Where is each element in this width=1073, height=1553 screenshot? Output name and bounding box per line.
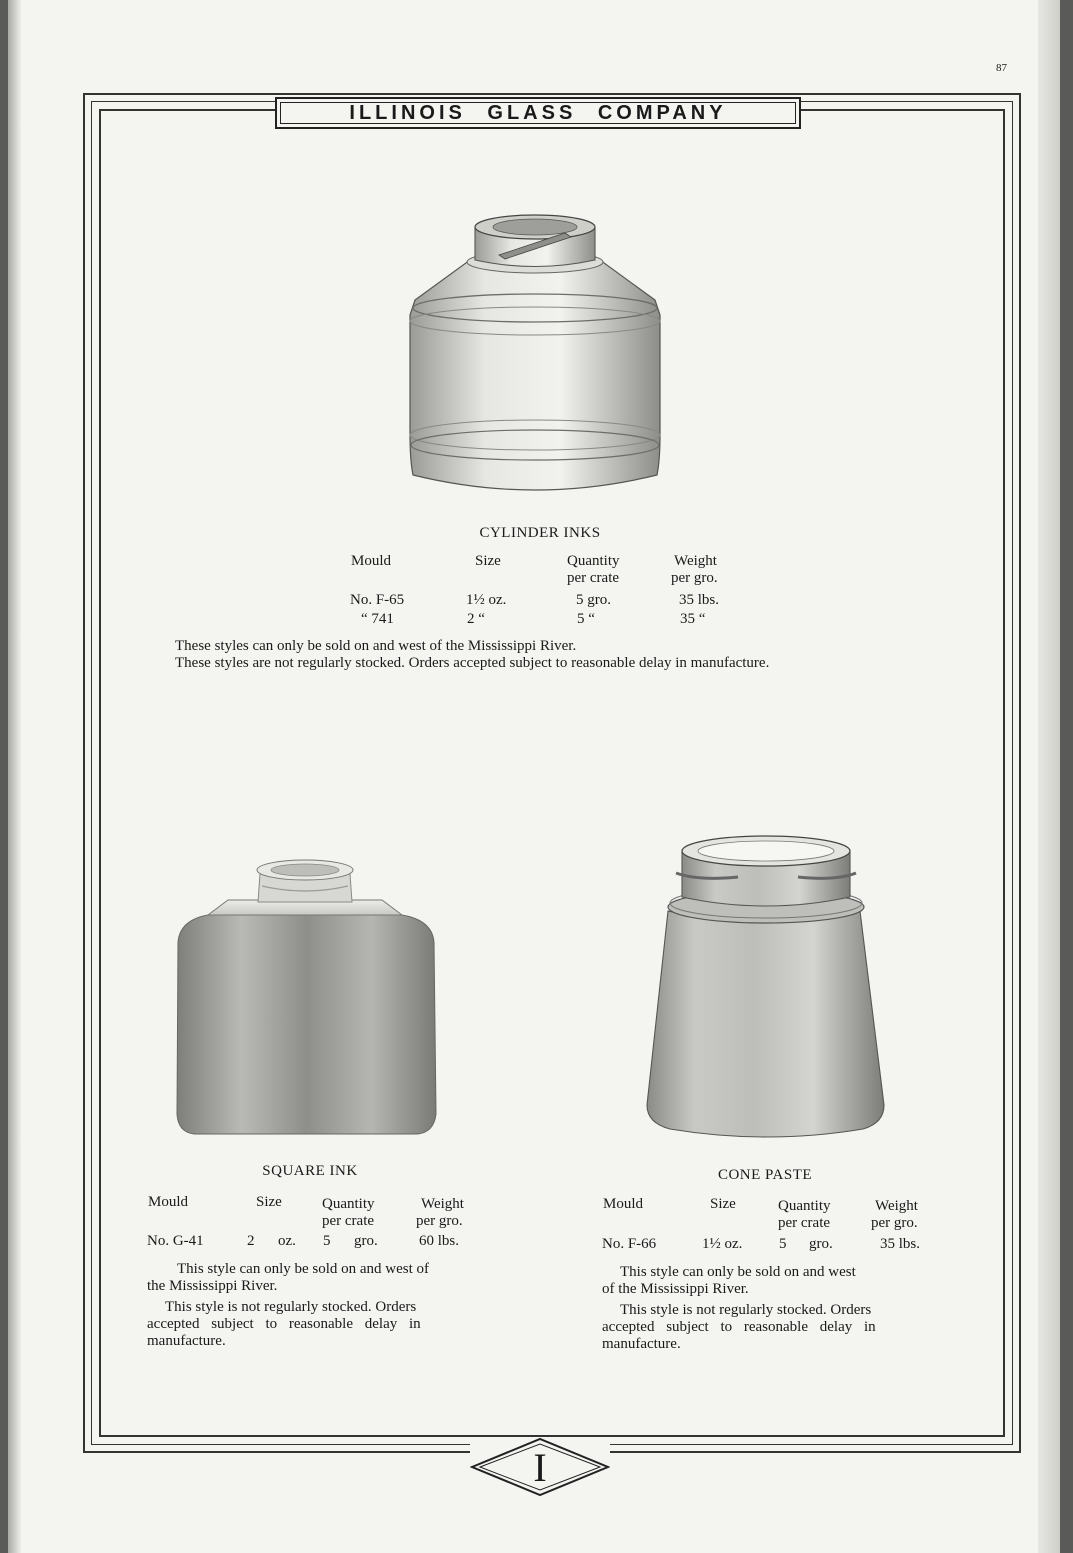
cone-paste-title: CONE PASTE: [717, 1167, 813, 1183]
column-header-weight: Weight: [421, 1196, 464, 1212]
table-row-mould: No. G-41: [147, 1233, 204, 1249]
stock-note: These styles are not regularly stocked. Orders accepted subject to reasonable delay in manufacture.: [175, 655, 770, 671]
column-header-weight-sub: per gro.: [416, 1213, 463, 1229]
header-banner: [275, 97, 801, 129]
sales-region-note-line: This style can only be sold on and west: [620, 1264, 856, 1280]
stock-note-line: manufacture.: [147, 1333, 226, 1349]
table-row-weight: 60 lbs.: [419, 1233, 460, 1249]
cone-notes: [602, 1264, 929, 1353]
stock-note-line: This style is not regularly stocked. Orders: [620, 1302, 872, 1318]
square-notes: [147, 1261, 474, 1350]
page-edge: [1038, 0, 1060, 1553]
table-row-size: 1½ oz.: [466, 592, 507, 608]
column-header-weight: Weight: [674, 553, 717, 569]
table-row-quantity-number: 5: [323, 1233, 331, 1249]
square-ink-bottle-illustration: [170, 852, 440, 1138]
cylinder-inks-title: CYLINDER INKS: [479, 525, 601, 541]
table-row-quantity-unit: gro.: [809, 1236, 833, 1252]
cylinder-spec-table: [349, 553, 749, 633]
square-spec-table: [147, 1194, 477, 1254]
table-row-mould: No. F-66: [602, 1236, 657, 1252]
column-header-size: Size: [256, 1194, 282, 1210]
company-title: ILLINOIS GLASS COMPANY: [349, 101, 727, 124]
table-row-size-number: 2: [247, 1233, 255, 1249]
table-row-quantity: 5 gro.: [576, 592, 611, 608]
column-header-quantity: Quantity: [322, 1196, 375, 1212]
table-row-quantity-number: 5: [779, 1236, 787, 1252]
stock-note-line: This style is not regularly stocked. Orders: [165, 1299, 417, 1315]
table-row-weight: 35 lbs.: [880, 1236, 921, 1252]
table-row-weight: 35 “: [680, 611, 706, 627]
cylinder-ink-bottle-illustration: [395, 205, 675, 505]
logo-letter: I: [533, 1445, 547, 1490]
column-header-mould: Mould: [603, 1196, 644, 1212]
table-row-weight: 35 lbs.: [679, 592, 720, 608]
column-header-quantity: Quantity: [567, 553, 620, 569]
table-row-size: 2 “: [467, 611, 485, 627]
column-header-weight: Weight: [875, 1198, 918, 1214]
column-header-mould: Mould: [148, 1194, 189, 1210]
column-header-quantity-sub: per crate: [567, 570, 620, 586]
table-row-quantity-unit: gro.: [354, 1233, 378, 1249]
column-header-quantity: Quantity: [778, 1198, 831, 1214]
column-header-quantity-sub: per crate: [322, 1213, 375, 1229]
table-row-mould: “ 741: [361, 611, 394, 627]
sales-region-note: These styles can only be sold on and west of the Mississippi River.: [175, 638, 577, 654]
cylinder-notes: [175, 638, 945, 672]
sales-region-note-line: the Mississippi River.: [147, 1278, 278, 1294]
stock-note-line: manufacture.: [602, 1336, 681, 1352]
table-row-mould: No. F-65: [350, 592, 405, 608]
spine-shadow: [8, 0, 22, 1553]
cone-spec-table: [602, 1196, 932, 1256]
column-header-mould: Mould: [351, 553, 392, 569]
table-row-quantity: 5 “: [577, 611, 595, 627]
table-row-size: 1½ oz.: [702, 1236, 743, 1252]
column-header-weight-sub: per gro.: [671, 570, 718, 586]
column-header-quantity-sub: per crate: [778, 1215, 831, 1231]
square-ink-title: SQUARE INK: [262, 1163, 358, 1179]
stock-note-line: accepted subject to reasonable delay in: [147, 1316, 421, 1332]
sales-region-note-line: This style can only be sold on and west of: [177, 1261, 430, 1277]
sales-region-note-line: of the Mississippi River.: [602, 1281, 749, 1297]
diamond-logo-icon: [470, 1437, 610, 1497]
cone-paste-jar-illustration: [638, 833, 896, 1141]
table-row-size-unit: oz.: [278, 1233, 296, 1249]
column-header-size: Size: [710, 1196, 736, 1212]
column-header-size: Size: [475, 553, 501, 569]
stock-note-line: accepted subject to reasonable delay in: [602, 1319, 876, 1335]
column-header-weight-sub: per gro.: [871, 1215, 918, 1231]
page-number: 87: [996, 62, 1007, 74]
